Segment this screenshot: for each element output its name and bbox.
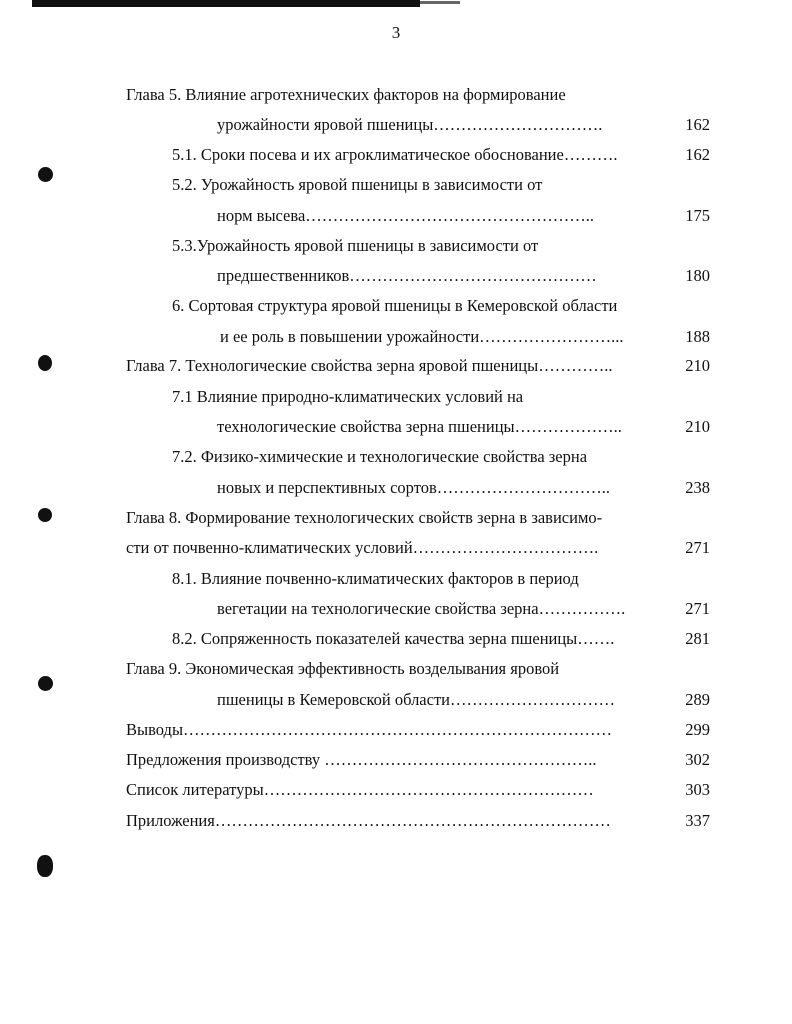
toc-line: технологические свойства зерна пшеницы……………….. <box>217 417 622 436</box>
toc-line: 8.1. Влияние почвенно-климатических факторов в период <box>172 569 579 588</box>
toc-line: Приложения……………………………………………………………… <box>126 811 611 830</box>
toc-line: 8.2. Сопряженность показателей качества зерна пшеницы……. <box>172 629 615 648</box>
toc-page-number: 162 <box>685 145 710 164</box>
toc-line: пшеницы в Кемеровской области………………………… <box>217 690 615 709</box>
toc-page-number: 303 <box>685 780 710 799</box>
toc-line: Выводы…………………………………………………………………… <box>126 720 613 739</box>
toc-line: Глава 8. Формирование технологических свойств зерна в зависимо- <box>126 508 603 527</box>
page-number: 3 <box>391 23 401 42</box>
toc-line: 6. Сортовая структура яровой пшеницы в Кемеровской области <box>172 296 618 315</box>
top-border-line <box>32 0 420 7</box>
toc-page-number: 238 <box>685 478 710 497</box>
toc-line: 7.1 Влияние природно-климатических условий на <box>172 387 524 406</box>
punch-hole-mark <box>38 355 52 371</box>
punch-hole-mark <box>38 676 53 691</box>
toc-line: предшественников……………………………………… <box>217 266 597 285</box>
toc-line: вегетации на технологические свойства зерна……………. <box>217 599 626 618</box>
toc-page-number: 271 <box>685 599 710 618</box>
punch-hole-mark <box>38 508 52 522</box>
toc-page-number: 188 <box>685 327 710 346</box>
toc-page-number: 289 <box>685 690 710 709</box>
toc-page-number: 337 <box>685 811 710 830</box>
toc-page-number: 210 <box>685 356 710 375</box>
toc-page-number: 302 <box>685 750 710 769</box>
toc-page-number: 162 <box>685 115 710 134</box>
toc-page-number: 210 <box>685 417 710 436</box>
top-border-fade <box>420 1 460 4</box>
toc-line: 5.3.Урожайность яровой пшеницы в зависимости от <box>172 236 539 255</box>
toc-page-number: 175 <box>685 206 710 225</box>
toc-line: новых и перспективных сортов………………………….. <box>217 478 610 497</box>
toc-line: Глава 5. Влияние агротехнических факторов на формирование <box>126 85 566 104</box>
toc-line: Предложения производству ………………………………………….. <box>126 750 597 769</box>
toc-line: 7.2. Физико-химические и технологические свойства зерна <box>172 447 588 466</box>
toc-line: Список литературы…………………………………………………… <box>126 780 594 799</box>
toc-page-number: 281 <box>685 629 710 648</box>
toc-line: урожайности яровой пшеницы…………………………. <box>217 115 603 134</box>
toc-page-number: 271 <box>685 538 710 557</box>
toc-page-number: 299 <box>685 720 710 739</box>
punch-hole-mark <box>38 167 53 182</box>
toc-line: 5.2. Урожайность яровой пшеницы в зависимости от <box>172 175 543 194</box>
toc-line: Глава 7. Технологические свойства зерна яровой пшеницы………….. <box>126 356 613 375</box>
punch-hole-mark <box>37 855 53 877</box>
toc-line: и ее роль в повышении урожайности……………………... <box>220 327 624 346</box>
toc-line: сти от почвенно-климатических условий……………………………. <box>126 538 599 557</box>
toc-line: 5.1. Сроки посева и их агроклиматическое обоснование………. <box>172 145 618 164</box>
toc-line: Глава 9. Экономическая эффективность возделывания яровой <box>126 659 560 678</box>
toc-page-number: 180 <box>685 266 710 285</box>
toc-line: норм высева…………………………………………….. <box>217 206 595 225</box>
